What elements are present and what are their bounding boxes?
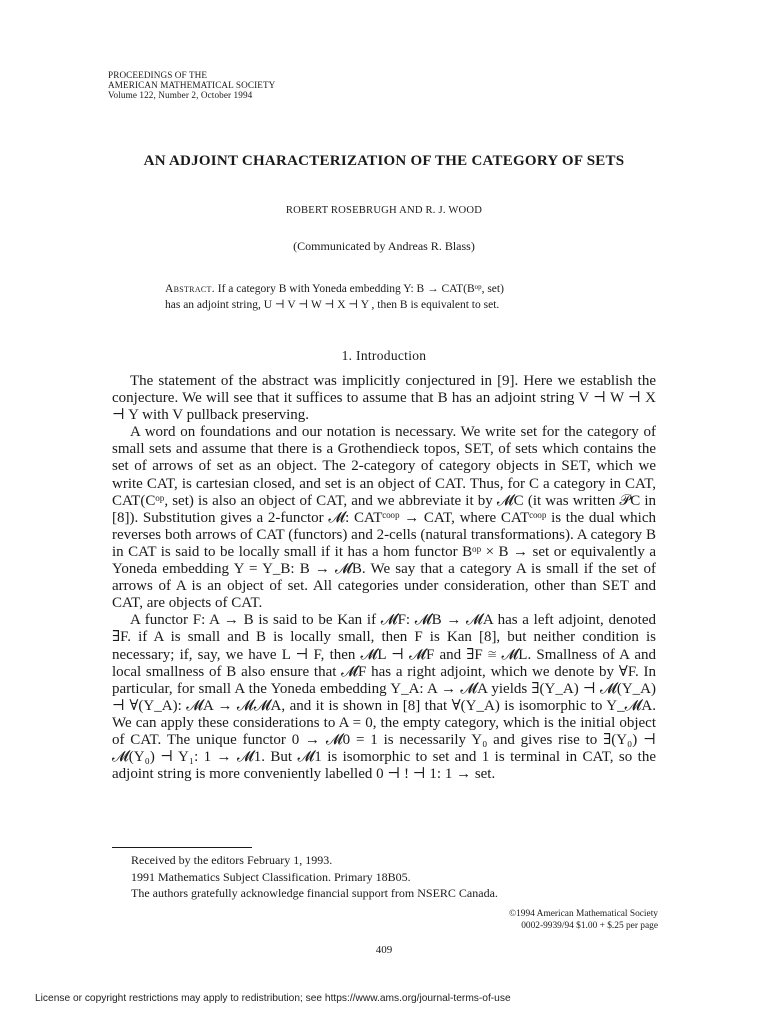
license-notice: License or copyright restrictions may apply to redistribution; see https://www.ams.org/journal-terms-of-use <box>35 993 511 1004</box>
paper-authors: ROBERT ROSEBRUGH AND R. J. WOOD <box>285 205 483 216</box>
body-text <box>112 373 656 783</box>
journal-header <box>108 70 275 100</box>
page-number: 409 <box>375 944 393 956</box>
copyright-line1: ©1994 American Mathematical Society <box>508 909 658 919</box>
communicated-by: (Communicated by Andreas R. Blass) <box>293 239 475 253</box>
paper-title: AN ADJOINT CHARACTERIZATION OF THE CATEGORY OF SETS <box>143 153 625 169</box>
paragraph: A word on foundations and our notation is necessary. We write set for the category of small sets and assume that there is a Grothendieck topos, SET, of sets which contains the set of arrows of set as an object. The 2-category of category objects in SET, which we write CAT, is cartesian closed, and set is an object of CAT. Thus, for C a category in CAT, CAT(Cᵒᵖ, set) is also an object of CAT, and we abbreviate it by 𝓜C (it was written 𝒫C in [8]). Substitution gives a 2-functor 𝓜: CATᶜᵒᵒᵖ → CAT, where CATᶜᵒᵒᵖ is the dual which reverses both arrows of CAT (functors) and 2-cells (natural transformations). A category B in CAT is said to be locally small if it has a hom functor Bᵒᵖ × B → set or equivalently a Yoneda embedding Y = Y_B: B → 𝓜B. We say that a category A is small if the set of arrows of A is an object of set. All categories under consideration, other than SET and CAT, are objects of CAT. <box>112 424 656 612</box>
abstract-line-1 <box>165 281 615 297</box>
copyright-line2: 0002-9939/94 $1.00 + $.25 per page <box>521 920 658 931</box>
journal-name-line2: AMERICAN MATHEMATICAL SOCIETY <box>108 80 276 90</box>
abstract-label: Abstract. <box>165 283 215 295</box>
paragraph: The statement of the abstract was implicitly conjectured in [9]. Here we establish the conjecture. We will see that it suffices to assume that B has an adjoint string V ⊣ W ⊣ X ⊣ Y with V pullback preserving. <box>112 373 656 424</box>
abstract-text-1: If a category B with Yoneda embedding Y: B → CAT(Bᵒᵖ, set) <box>214 283 504 295</box>
journal-name-line1: PROCEEDINGS OF THE <box>108 70 208 80</box>
footnote-acknowledgment: The authors gratefully acknowledge financial support from NSERC Canada. <box>131 886 498 901</box>
paragraph: A functor F: A → B is said to be Kan if 𝓜F: 𝓜B → 𝓜A has a left adjoint, denoted ∃F. if A is small and B is locally small, then F is Kan [8], but neither condition is necessary; if, say, we have L ⊣ F, then 𝓜L ⊣ 𝓜F and ∃F ≅ 𝓜L. Smallness of A and local smallness of B also ensure that 𝓜F has a right adjoint, which we denote by ∀F. In particular, for small A the Yoneda embedding Y_A: A → 𝓜A yields ∃(Y_A) ⊣ 𝓜(Y_A) ⊣ ∀(Y_A): 𝓜A → 𝓜𝓜A, and it is shown in [8] that ∀(Y_A) is isomorphic to Y_𝓜A. We can apply these considerations to A = 0, the empty category, which is the initial object of CAT. The unique functor 0 → 𝓜0 = 1 is necessarily Y₀ and gives rise to ∃(Y₀) ⊣ 𝓜(Y₀) ⊣ Y₁: 1 → 𝓜1. But 𝓜1 is isomorphic to set and 1 is terminal in CAT, so the adjoint string is more conveniently labelled 0 ⊣ ! ⊣ 1: 1 → set. <box>112 612 656 783</box>
footnote-classification: 1991 Mathematics Subject Classification. Primary 18B05. <box>131 869 411 884</box>
footnote-rule <box>112 847 252 848</box>
section-heading: 1. Introduction <box>341 348 427 363</box>
footnotes <box>131 852 498 902</box>
abstract <box>165 281 615 313</box>
copyright-notice <box>470 909 658 932</box>
journal-volume: Volume 122, Number 2, October 1994 <box>108 90 253 100</box>
abstract-line-2: has an adjoint string, U ⊣ V ⊣ W ⊣ X ⊣ Y , then B is equivalent to set. <box>165 299 500 311</box>
footnote-received: Received by the editors February 1, 1993. <box>131 853 333 867</box>
